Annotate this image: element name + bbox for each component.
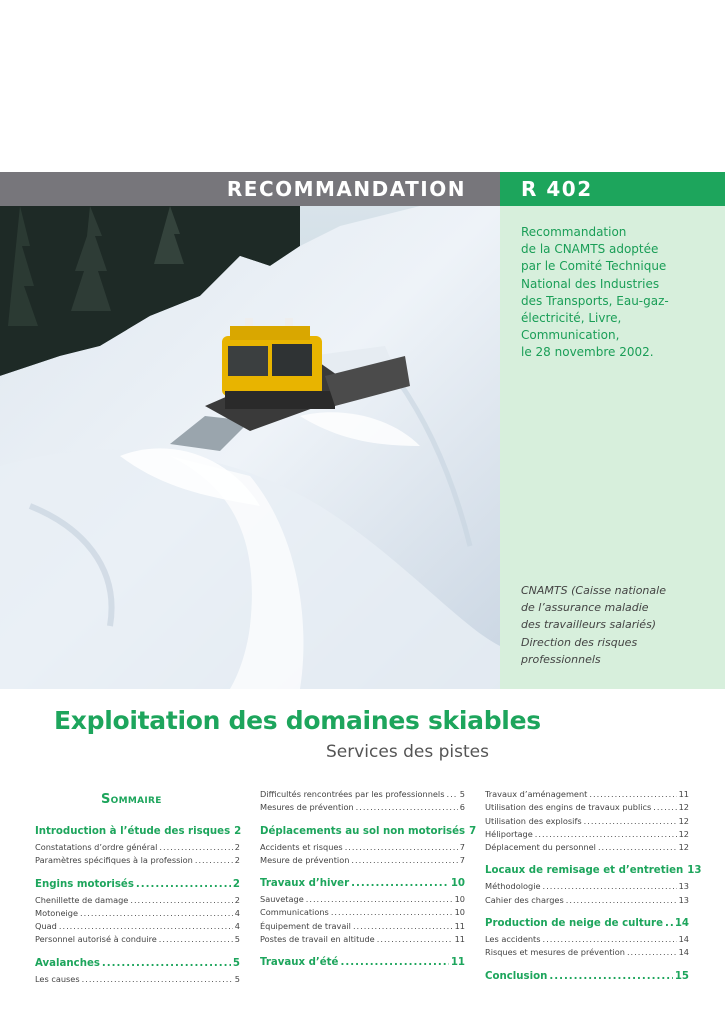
adoption-line: National des Industries bbox=[521, 276, 660, 291]
toc-subentry[interactable] bbox=[485, 933, 689, 946]
toc-page-number: 2 bbox=[234, 894, 240, 905]
toc-page-number: 10 bbox=[454, 894, 465, 905]
toc-subentry[interactable] bbox=[485, 841, 689, 854]
toc-spacer bbox=[485, 854, 689, 864]
document-subtitle: Services des pistes bbox=[326, 742, 489, 762]
toc-subentry[interactable] bbox=[485, 801, 689, 814]
adoption-line: Recommandation bbox=[521, 225, 627, 239]
adoption-line: des Transports, Eau-gaz- bbox=[521, 293, 669, 308]
toc-entry-label: Mesures de prévention bbox=[260, 802, 354, 813]
toc-leader-dots bbox=[195, 854, 233, 867]
toc-leader-dots bbox=[549, 970, 672, 984]
header-band-code bbox=[500, 172, 725, 206]
toc-subentry[interactable] bbox=[35, 973, 240, 986]
toc-leader-dots bbox=[351, 854, 457, 867]
toc-page-number: 12 bbox=[678, 802, 689, 813]
toc-leader-dots bbox=[377, 933, 453, 946]
side-panel bbox=[500, 206, 725, 689]
toc-page-number: 7 bbox=[459, 854, 465, 865]
toc-entry-label: Personnel autorisé à conduire bbox=[35, 934, 157, 945]
adoption-line: Communication, bbox=[521, 328, 620, 343]
adoption-line: par le Comité Technique bbox=[521, 259, 667, 274]
toc-leader-dots bbox=[589, 788, 676, 801]
toc-page-number: 4 bbox=[234, 907, 240, 918]
toc-entry-label: Accidents et risques bbox=[260, 841, 343, 852]
toc-entry-label: Avalanches bbox=[35, 957, 100, 969]
toc-section-entry[interactable] bbox=[35, 878, 240, 892]
toc-subentry[interactable] bbox=[260, 933, 465, 946]
toc-entry-label: Travaux d’hiver bbox=[260, 878, 350, 890]
organization-line: de l’assurance maladie bbox=[521, 601, 649, 615]
toc-entry-label: Déplacement du personnel bbox=[485, 842, 596, 853]
toc-leader-dots bbox=[446, 788, 457, 801]
toc-section-entry[interactable] bbox=[485, 864, 702, 878]
toc-subentry[interactable] bbox=[485, 880, 689, 893]
toc-entry-label: Postes de travail en altitude bbox=[260, 934, 375, 945]
toc-page-number: 4 bbox=[234, 921, 240, 932]
toc-entry-label: Les causes bbox=[35, 973, 80, 984]
toc-page-number: 14 bbox=[678, 947, 689, 958]
toc-leader-dots bbox=[345, 841, 458, 854]
organization-line: professionnels bbox=[521, 652, 601, 666]
toc-subentry[interactable] bbox=[35, 920, 240, 933]
toc-leader-dots bbox=[543, 880, 677, 893]
toc-page-number: 11 bbox=[454, 934, 465, 945]
toc-subentry[interactable] bbox=[260, 893, 465, 906]
toc-leader-dots bbox=[353, 920, 453, 933]
header-band-label bbox=[0, 172, 500, 206]
toc-leader-dots bbox=[584, 815, 677, 828]
toc-leader-dots bbox=[82, 973, 233, 986]
toc-subentry[interactable] bbox=[35, 841, 240, 854]
toc-column-3 bbox=[485, 788, 702, 986]
toc-column-1 bbox=[35, 788, 240, 986]
toc-entry-label: Déplacements au sol non motorisés bbox=[260, 825, 466, 837]
toc-entry-label: Difficultés rencontrées par les professionnels bbox=[260, 789, 445, 799]
toc-spacer bbox=[35, 868, 240, 878]
toc-subentry[interactable] bbox=[485, 815, 689, 828]
adoption-statement bbox=[521, 224, 711, 362]
toc-page-number: 5 bbox=[232, 957, 240, 969]
toc-entry-label: Risques et mesures de prévention bbox=[485, 947, 625, 958]
toc-section-entry[interactable] bbox=[485, 917, 689, 931]
toc-entry-label: Engins motorisés bbox=[35, 878, 134, 890]
organization-line: CNAMTS (Caisse nationale bbox=[521, 584, 666, 597]
toc-entry-label: Communications bbox=[260, 907, 329, 918]
toc-subentry[interactable] bbox=[485, 946, 689, 959]
toc-subentry[interactable] bbox=[260, 854, 465, 867]
toc-subentry[interactable] bbox=[485, 894, 689, 907]
toc-entry-label: Production de neige de culture bbox=[485, 918, 663, 930]
toc-leader-dots bbox=[340, 956, 448, 970]
toc-page-number: 5 bbox=[234, 934, 240, 945]
toc-entry-label: Utilisation des explosifs bbox=[485, 815, 582, 826]
toc-section-entry[interactable] bbox=[260, 956, 465, 970]
toc-page-number: 13 bbox=[678, 881, 689, 892]
organization-line: Direction des risques bbox=[521, 635, 638, 649]
toc-entry-label: Mesure de prévention bbox=[260, 854, 350, 865]
toc-leader-dots bbox=[80, 907, 233, 920]
toc-entry-label: Les accidents bbox=[485, 934, 541, 945]
toc-page-number: 11 bbox=[678, 789, 689, 799]
toc-spacer bbox=[260, 970, 465, 972]
toc-section-entry[interactable] bbox=[35, 825, 240, 839]
toc-entry-label: Locaux de remisage et d’entretien bbox=[485, 865, 684, 877]
toc-entry-label: Équipement de travail bbox=[260, 920, 351, 931]
toc-section-entry[interactable] bbox=[260, 877, 465, 891]
toc-leader-dots bbox=[535, 828, 677, 841]
toc-entry-label: Paramètres spécifiques à la profession bbox=[35, 855, 193, 866]
toc-section-entry[interactable] bbox=[485, 970, 689, 984]
toc-page-number: 13 bbox=[687, 865, 702, 877]
toc-page-number: 5 bbox=[234, 973, 240, 984]
toc-leader-dots bbox=[566, 894, 677, 907]
adoption-line: électricité, Livre, bbox=[521, 311, 622, 326]
toc-subentry[interactable] bbox=[260, 801, 465, 814]
toc-entry-label: Motoneige bbox=[35, 907, 79, 918]
toc-entry-label: Utilisation des engins de travaux publics bbox=[485, 802, 652, 813]
document-code: R 402 bbox=[521, 177, 593, 201]
toc-page-number: 2 bbox=[232, 878, 240, 890]
toc-page-number: 2 bbox=[234, 842, 240, 852]
toc-subentry[interactable] bbox=[485, 828, 689, 841]
toc-page-number: 14 bbox=[674, 918, 689, 930]
toc-entry-label: Cahier des charges bbox=[485, 894, 564, 905]
toc-column-2 bbox=[260, 788, 477, 972]
toc-leader-dots bbox=[351, 877, 449, 891]
toc-entry-label: Sauvetage bbox=[260, 894, 304, 905]
toc-leader-dots bbox=[102, 957, 231, 971]
toc-entry-label: Travaux d’été bbox=[260, 957, 339, 969]
toc-page-number: 5 bbox=[459, 789, 465, 799]
toc-spacer bbox=[485, 907, 689, 917]
toc-leader-dots bbox=[159, 933, 233, 946]
toc-spacer bbox=[485, 960, 689, 970]
toc-spacer bbox=[35, 947, 240, 957]
toc-page-number: 2 bbox=[234, 855, 240, 866]
document-type-label: RECOMMANDATION bbox=[226, 177, 466, 201]
toc-subentry[interactable] bbox=[260, 788, 465, 801]
toc-leader-dots bbox=[130, 894, 232, 907]
toc-page-number: 10 bbox=[450, 878, 465, 890]
toc-page-number: 12 bbox=[678, 828, 689, 839]
toc-page-number: 13 bbox=[678, 894, 689, 905]
toc-leader-dots bbox=[653, 801, 676, 814]
toc-subentry[interactable] bbox=[35, 854, 240, 867]
toc-subentry[interactable] bbox=[485, 788, 689, 801]
toc-subentry[interactable] bbox=[35, 907, 240, 920]
toc-section-entry[interactable] bbox=[35, 957, 240, 971]
toc-page-number: 12 bbox=[678, 842, 689, 853]
toc-spacer bbox=[260, 946, 465, 956]
toc-subentry[interactable] bbox=[35, 894, 240, 907]
toc-entry-label: Introduction à l’étude des risques bbox=[35, 826, 231, 837]
toc-list bbox=[260, 788, 477, 972]
cover-photo-snow-groomer bbox=[0, 206, 500, 689]
toc-page-number: 2 bbox=[234, 826, 242, 837]
toc-section-entry[interactable] bbox=[260, 825, 477, 839]
toc-subentry[interactable] bbox=[260, 906, 465, 919]
toc-entry-label: Travaux d’aménagement bbox=[485, 789, 588, 799]
toc-entry-label: Constatations d’ordre général bbox=[35, 842, 158, 852]
toc-page-number: 11 bbox=[450, 957, 465, 969]
toc-leader-dots bbox=[356, 801, 458, 814]
toc-page-number: 10 bbox=[454, 907, 465, 918]
toc-list bbox=[35, 825, 240, 986]
toc-subentry[interactable] bbox=[260, 920, 465, 933]
toc-leader-dots bbox=[665, 917, 673, 931]
toc-entry-label: Héliportage bbox=[485, 828, 533, 839]
adoption-line: de la CNAMTS adoptée bbox=[521, 242, 659, 257]
toc-leader-dots bbox=[598, 841, 677, 854]
toc-leader-dots bbox=[543, 933, 677, 946]
organization-line: des travailleurs salariés) bbox=[521, 618, 657, 632]
toc-spacer bbox=[260, 815, 465, 825]
toc-page-number: 11 bbox=[454, 920, 465, 931]
toc-heading: Sommaire bbox=[101, 792, 162, 807]
toc-leader-dots bbox=[627, 946, 677, 959]
toc-leader-dots bbox=[331, 906, 453, 919]
toc-subentry[interactable] bbox=[35, 933, 240, 946]
toc-spacer bbox=[485, 984, 689, 986]
organization-statement bbox=[521, 582, 711, 668]
snow-groomer-illustration bbox=[0, 206, 500, 689]
toc-entry-label: Quad bbox=[35, 921, 57, 932]
toc-entry-label: Conclusion bbox=[485, 970, 548, 982]
toc-leader-dots bbox=[306, 893, 453, 906]
toc-page-number: 7 bbox=[459, 841, 465, 852]
toc-leader-dots bbox=[159, 841, 232, 854]
toc-page-number: 14 bbox=[678, 934, 689, 945]
toc-page-number: 7 bbox=[469, 825, 477, 837]
toc-leader-dots bbox=[136, 878, 231, 892]
adoption-line: le 28 novembre 2002. bbox=[521, 345, 654, 360]
toc-entry-label: Chenillette de damage bbox=[35, 894, 129, 905]
toc-entry-label: Méthodologie bbox=[485, 881, 541, 892]
toc-page-number: 6 bbox=[459, 802, 465, 813]
toc-page-number: 15 bbox=[674, 970, 689, 982]
document-title: Exploitation des domaines skiables bbox=[54, 706, 541, 735]
toc-spacer bbox=[260, 867, 465, 877]
toc-leader-dots bbox=[59, 920, 233, 933]
toc-subentry[interactable] bbox=[260, 841, 465, 854]
toc-page-number: 12 bbox=[678, 815, 689, 826]
toc-list bbox=[485, 788, 702, 986]
